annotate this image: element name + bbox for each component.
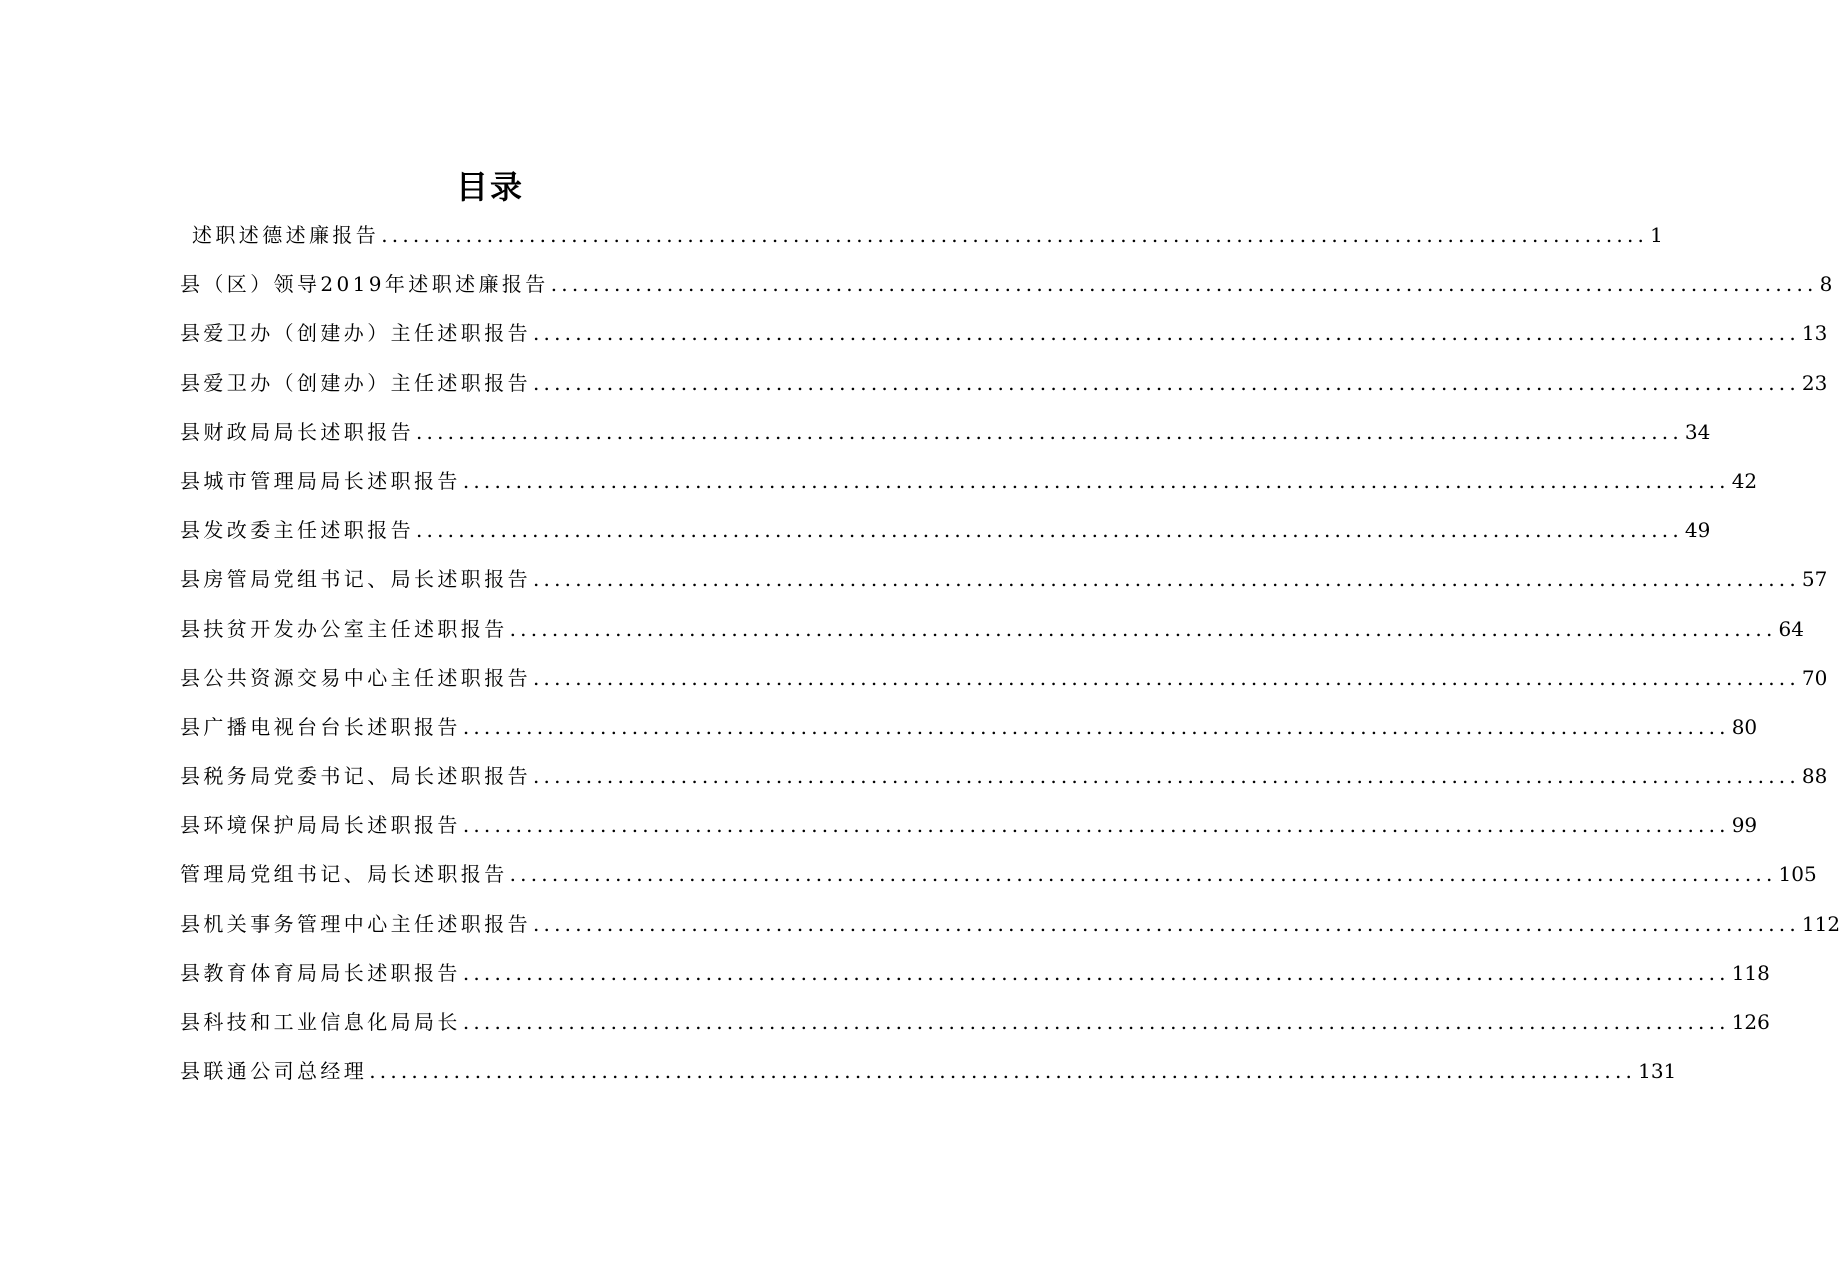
toc-entry-page: 88 bbox=[1801, 764, 1828, 789]
toc-entry[interactable] bbox=[180, 561, 1828, 610]
toc-entry-text: 县扶贫开发办公室主任述职报告 bbox=[180, 616, 508, 641]
toc-leader-dots: ........................................................................................................................ bbox=[416, 419, 1683, 444]
toc-list bbox=[180, 217, 1840, 1102]
toc-leader-dots: ........................................................................................................................ bbox=[381, 223, 1649, 247]
toc-entry-text: 县爱卫办（创建办）主任述职报告 bbox=[180, 370, 531, 395]
toc-entry-page: 105 bbox=[1778, 862, 1817, 887]
toc-entry-page: 49 bbox=[1684, 518, 1711, 543]
toc-entry-page: 80 bbox=[1731, 714, 1758, 739]
toc-entry-text: 县税务局党委书记、局长述职报告 bbox=[180, 764, 531, 789]
toc-leader-dots: ........................................................................................................................ bbox=[509, 862, 1777, 887]
toc-leader-dots: ........................................................................................................................ bbox=[462, 960, 1730, 985]
toc-entry[interactable] bbox=[180, 266, 1833, 315]
toc-leader-dots: ........................................................................................................................ bbox=[369, 1059, 1637, 1084]
toc-leader-dots: ........................................................................................................................ bbox=[462, 1010, 1730, 1034]
toc-leader-dots: ........................................................................................................................ bbox=[509, 616, 1777, 641]
toc-entry-text: 县房管局党组书记、局长述职报告 bbox=[180, 567, 531, 592]
toc-entry-text: 县（区）领导2019年述职述廉报告 bbox=[180, 272, 549, 297]
toc-leader-dots: ........................................................................................................................ bbox=[533, 567, 1800, 592]
toc-entry-page: 118 bbox=[1731, 960, 1770, 985]
toc-entry-text: 县发改委主任述职报告 bbox=[180, 518, 414, 543]
toc-entry-page: 99 bbox=[1731, 813, 1758, 838]
toc-entry-page: 8 bbox=[1819, 272, 1833, 297]
toc-entry-page: 131 bbox=[1638, 1059, 1677, 1084]
toc-entry[interactable] bbox=[180, 906, 1840, 955]
toc-entry[interactable] bbox=[180, 856, 1817, 905]
toc-entry[interactable] bbox=[180, 414, 1711, 463]
toc-entry[interactable] bbox=[180, 315, 1828, 364]
toc-entry[interactable] bbox=[180, 512, 1711, 561]
toc-leader-dots: ........................................................................................................................ bbox=[533, 764, 1800, 789]
toc-leader-dots: ........................................................................................................................ bbox=[462, 813, 1730, 838]
toc-entry-page: 42 bbox=[1731, 468, 1758, 493]
toc-leader-dots: ........................................................................................................................ bbox=[533, 321, 1800, 346]
toc-entry-page: 126 bbox=[1731, 1010, 1770, 1034]
toc-entry-page: 70 bbox=[1801, 665, 1828, 690]
toc-entry-text: 县科技和工业信息化局局长 bbox=[180, 1010, 461, 1034]
toc-entry-text: 县城市管理局局长述职报告 bbox=[180, 468, 461, 493]
toc-entry[interactable] bbox=[180, 955, 1770, 1004]
toc-entry-text: 县环境保护局局长述职报告 bbox=[180, 813, 461, 838]
toc-entry[interactable] bbox=[180, 217, 1663, 266]
toc-entry-text: 县爱卫办（创建办）主任述职报告 bbox=[180, 321, 531, 346]
toc-title: 目录 bbox=[455, 168, 524, 206]
toc-entry-text: 管理局党组书记、局长述职报告 bbox=[180, 862, 508, 887]
toc-entry-page: 57 bbox=[1801, 567, 1828, 592]
toc-leader-dots: ........................................................................................................................ bbox=[462, 714, 1730, 739]
toc-entry[interactable] bbox=[180, 611, 1804, 660]
toc-leader-dots: ........................................................................................................................ bbox=[533, 911, 1800, 936]
toc-entry[interactable] bbox=[180, 463, 1758, 512]
toc-entry-page: 1 bbox=[1650, 223, 1663, 247]
toc-entry-page: 34 bbox=[1684, 419, 1711, 444]
toc-entry[interactable] bbox=[180, 1053, 1677, 1102]
toc-entry[interactable] bbox=[180, 709, 1758, 758]
toc-leader-dots: ........................................................................................................................ bbox=[533, 370, 1800, 395]
toc-leader-dots: ........................................................................................................................ bbox=[550, 272, 1818, 297]
toc-leader-dots: ........................................................................................................................ bbox=[416, 518, 1683, 543]
toc-entry-text: 县广播电视台台长述职报告 bbox=[180, 714, 461, 739]
toc-entry[interactable] bbox=[180, 365, 1828, 414]
toc-entry[interactable] bbox=[180, 807, 1758, 856]
toc-entry-text: 县财政局局长述职报告 bbox=[180, 419, 414, 444]
toc-entry-text: 县教育体育局局长述职报告 bbox=[180, 960, 461, 985]
toc-entry-page: 13 bbox=[1801, 321, 1828, 346]
toc-entry[interactable] bbox=[180, 660, 1828, 709]
toc-entry-page: 23 bbox=[1801, 370, 1828, 395]
toc-leader-dots: ........................................................................................................................ bbox=[533, 665, 1800, 690]
toc-leader-dots: ........................................................................................................................ bbox=[462, 468, 1730, 493]
toc-entry-page: 64 bbox=[1778, 616, 1804, 641]
toc-entry-text: 县机关事务管理中心主任述职报告 bbox=[180, 911, 531, 936]
toc-entry-text: 述职述德述廉报告 bbox=[192, 223, 380, 247]
toc-entry-text: 县联通公司总经理 bbox=[180, 1059, 368, 1084]
toc-entry-page: 112 bbox=[1801, 911, 1840, 936]
toc-entry-text: 县公共资源交易中心主任述职报告 bbox=[180, 665, 531, 690]
toc-entry[interactable] bbox=[180, 758, 1828, 807]
toc-entry[interactable] bbox=[180, 1004, 1770, 1053]
